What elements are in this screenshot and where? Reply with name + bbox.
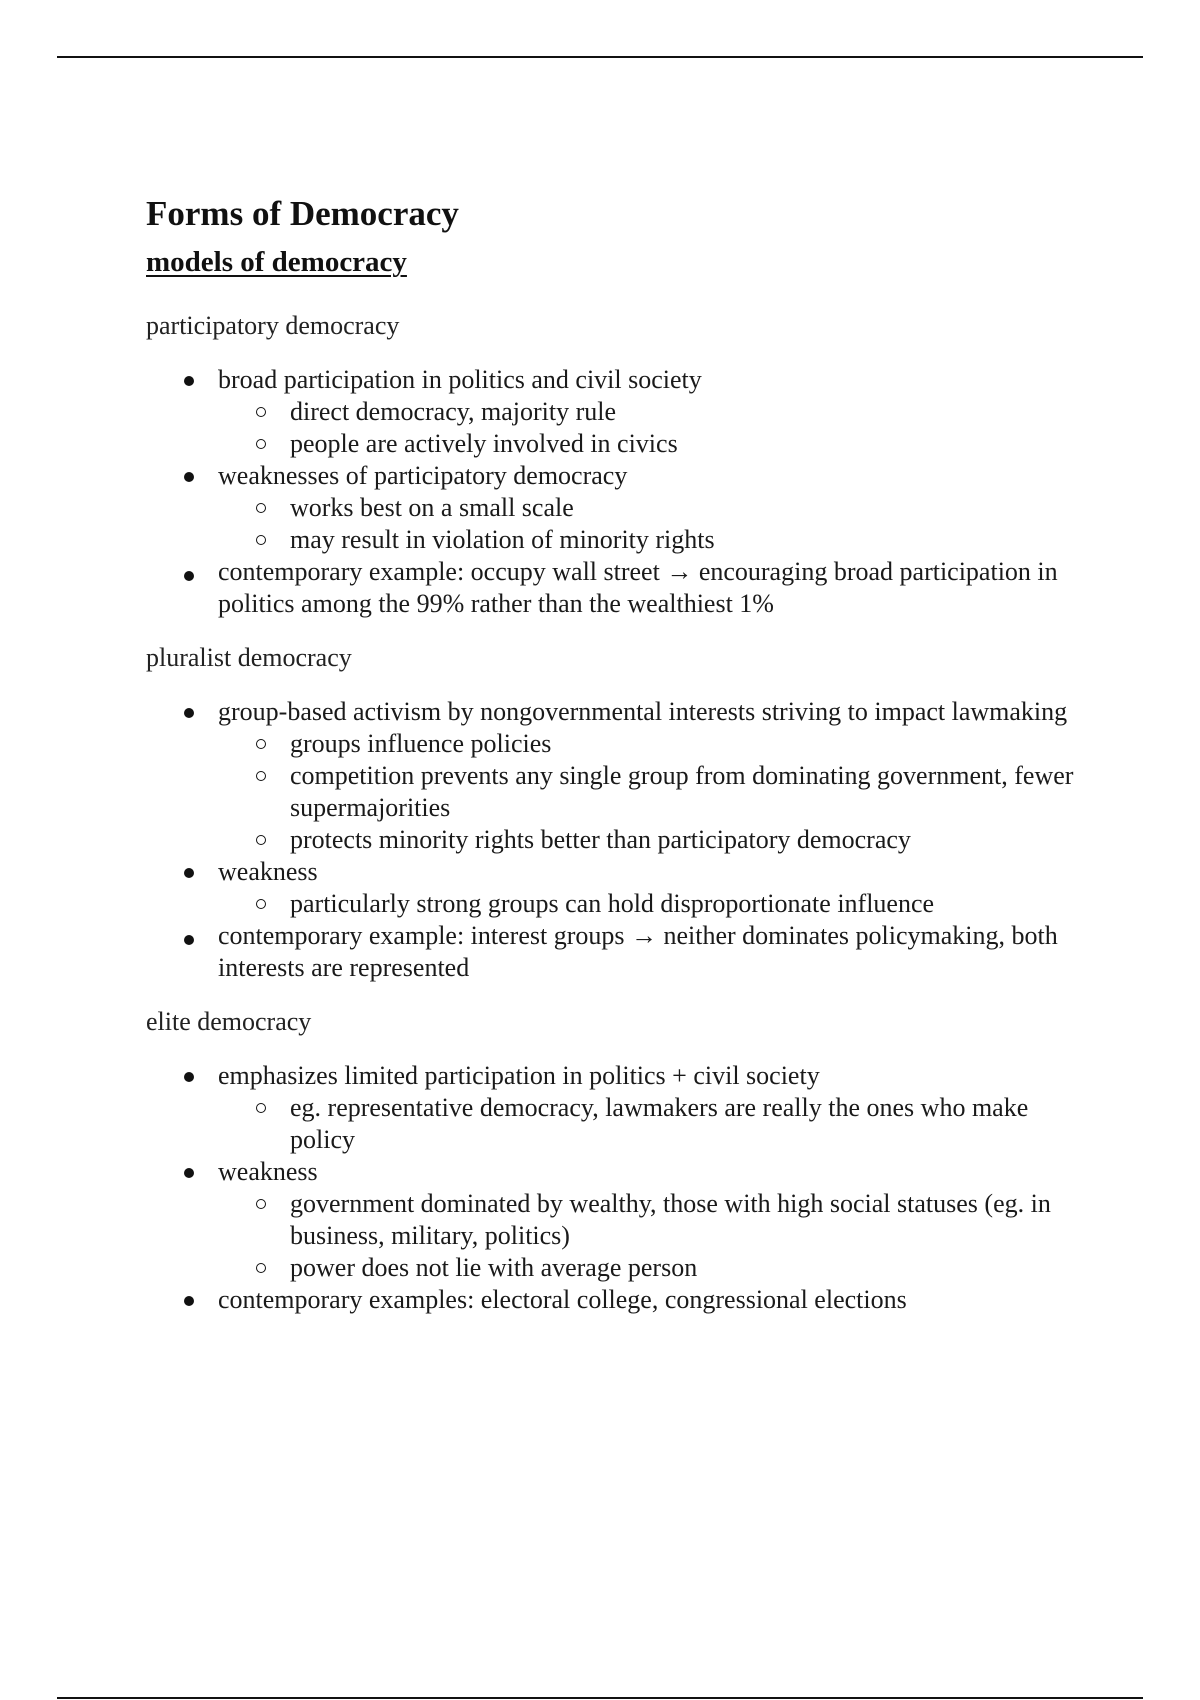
bullet-icon — [184, 1072, 194, 1082]
section-heading: pluralist democracy — [146, 643, 352, 672]
section-heading: participatory democracy — [146, 311, 400, 340]
bullet-icon — [184, 1168, 194, 1178]
sub-item-text: people are actively involved in civics — [290, 429, 678, 458]
circle-bullet-icon — [256, 899, 266, 909]
sub-item-text: particularly strong groups can hold disproportionate influence — [290, 889, 935, 918]
sub-list-item — [218, 1188, 1086, 1252]
section-pluralist — [146, 642, 1086, 984]
circle-bullet-icon — [256, 1199, 266, 1209]
list-item — [146, 1156, 1086, 1284]
circle-bullet-icon — [256, 739, 266, 749]
sub-list — [218, 396, 1086, 460]
sub-list-item — [218, 428, 1086, 460]
list-item — [146, 1284, 1086, 1316]
list-item — [146, 856, 1086, 920]
list-item — [146, 920, 1086, 984]
bullet-icon — [184, 1296, 194, 1306]
sub-list-item — [218, 524, 1086, 556]
circle-bullet-icon — [256, 835, 266, 845]
top-rule — [57, 56, 1143, 58]
bottom-rule — [57, 1697, 1143, 1699]
sub-item-text: direct democracy, majority rule — [290, 397, 617, 426]
bullet-icon — [184, 376, 194, 386]
list-item-text: contemporary example: interest groups → neither dominates policymaking, both interests are represented — [218, 921, 1058, 982]
list-item-text: emphasizes limited participation in politics + civil society — [218, 1061, 820, 1090]
sub-list-item — [218, 1092, 1086, 1156]
circle-bullet-icon — [256, 1103, 266, 1113]
list-item-text: weakness — [218, 857, 318, 886]
bullet-list — [146, 1060, 1086, 1316]
list-item-text: contemporary example: occupy wall street → encouraging broad participation in politics among the 99% rather than the wealthiest 1% — [218, 557, 1058, 618]
bullet-icon — [184, 868, 194, 878]
list-item-text: group-based activism by nongovernmental interests striving to impact lawmaking — [218, 697, 1068, 726]
sub-list-item — [218, 888, 1086, 920]
list-item-text: broad participation in politics and civil society — [218, 365, 702, 394]
sub-list — [218, 888, 1086, 920]
list-item — [146, 696, 1086, 856]
section-heading: elite democracy — [146, 1007, 312, 1036]
sub-item-text: groups influence policies — [290, 729, 552, 758]
sub-item-text: competition prevents any single group from dominating government, fewer supermajorities — [290, 761, 1074, 822]
sub-item-text: may result in violation of minority rights — [290, 525, 715, 554]
bullet-icon — [184, 708, 194, 718]
page-subtitle: models of democracy — [146, 246, 407, 278]
list-item-text: weaknesses of participatory democracy — [218, 461, 628, 490]
bullet-list — [146, 696, 1086, 984]
bullet-icon — [184, 935, 194, 945]
circle-bullet-icon — [256, 1263, 266, 1273]
sub-item-text: protects minority rights better than participatory democracy — [290, 825, 911, 854]
list-item — [146, 460, 1086, 556]
sub-item-text: power does not lie with average person — [290, 1253, 698, 1282]
page-title: Forms of Democracy — [146, 194, 459, 233]
sub-list-item — [218, 396, 1086, 428]
circle-bullet-icon — [256, 535, 266, 545]
sub-list — [218, 1092, 1086, 1156]
list-item — [146, 556, 1086, 620]
bullet-icon — [184, 472, 194, 482]
sub-list-item — [218, 1252, 1086, 1284]
list-item — [146, 1060, 1086, 1156]
sub-list — [218, 492, 1086, 556]
circle-bullet-icon — [256, 439, 266, 449]
section-elite — [146, 1006, 1086, 1316]
bullet-icon — [184, 571, 194, 581]
circle-bullet-icon — [256, 407, 266, 417]
section-participatory — [146, 310, 1086, 620]
sub-item-text: government dominated by wealthy, those with high social statuses (eg. in business, military, politics) — [290, 1189, 1051, 1250]
circle-bullet-icon — [256, 503, 266, 513]
list-item — [146, 364, 1086, 460]
sub-item-text: eg. representative democracy, lawmakers are really the ones who make policy — [290, 1093, 1029, 1154]
sub-list-item — [218, 760, 1086, 824]
sub-list — [218, 728, 1086, 856]
sub-list-item — [218, 824, 1086, 856]
sub-item-text: works best on a small scale — [290, 493, 574, 522]
sub-list-item — [218, 492, 1086, 524]
document-body — [146, 192, 1086, 1316]
list-item-text: contemporary examples: electoral college, congressional elections — [218, 1285, 907, 1314]
sub-list — [218, 1188, 1086, 1284]
list-item-text: weakness — [218, 1157, 318, 1186]
sub-list-item — [218, 728, 1086, 760]
bullet-list — [146, 364, 1086, 620]
circle-bullet-icon — [256, 771, 266, 781]
